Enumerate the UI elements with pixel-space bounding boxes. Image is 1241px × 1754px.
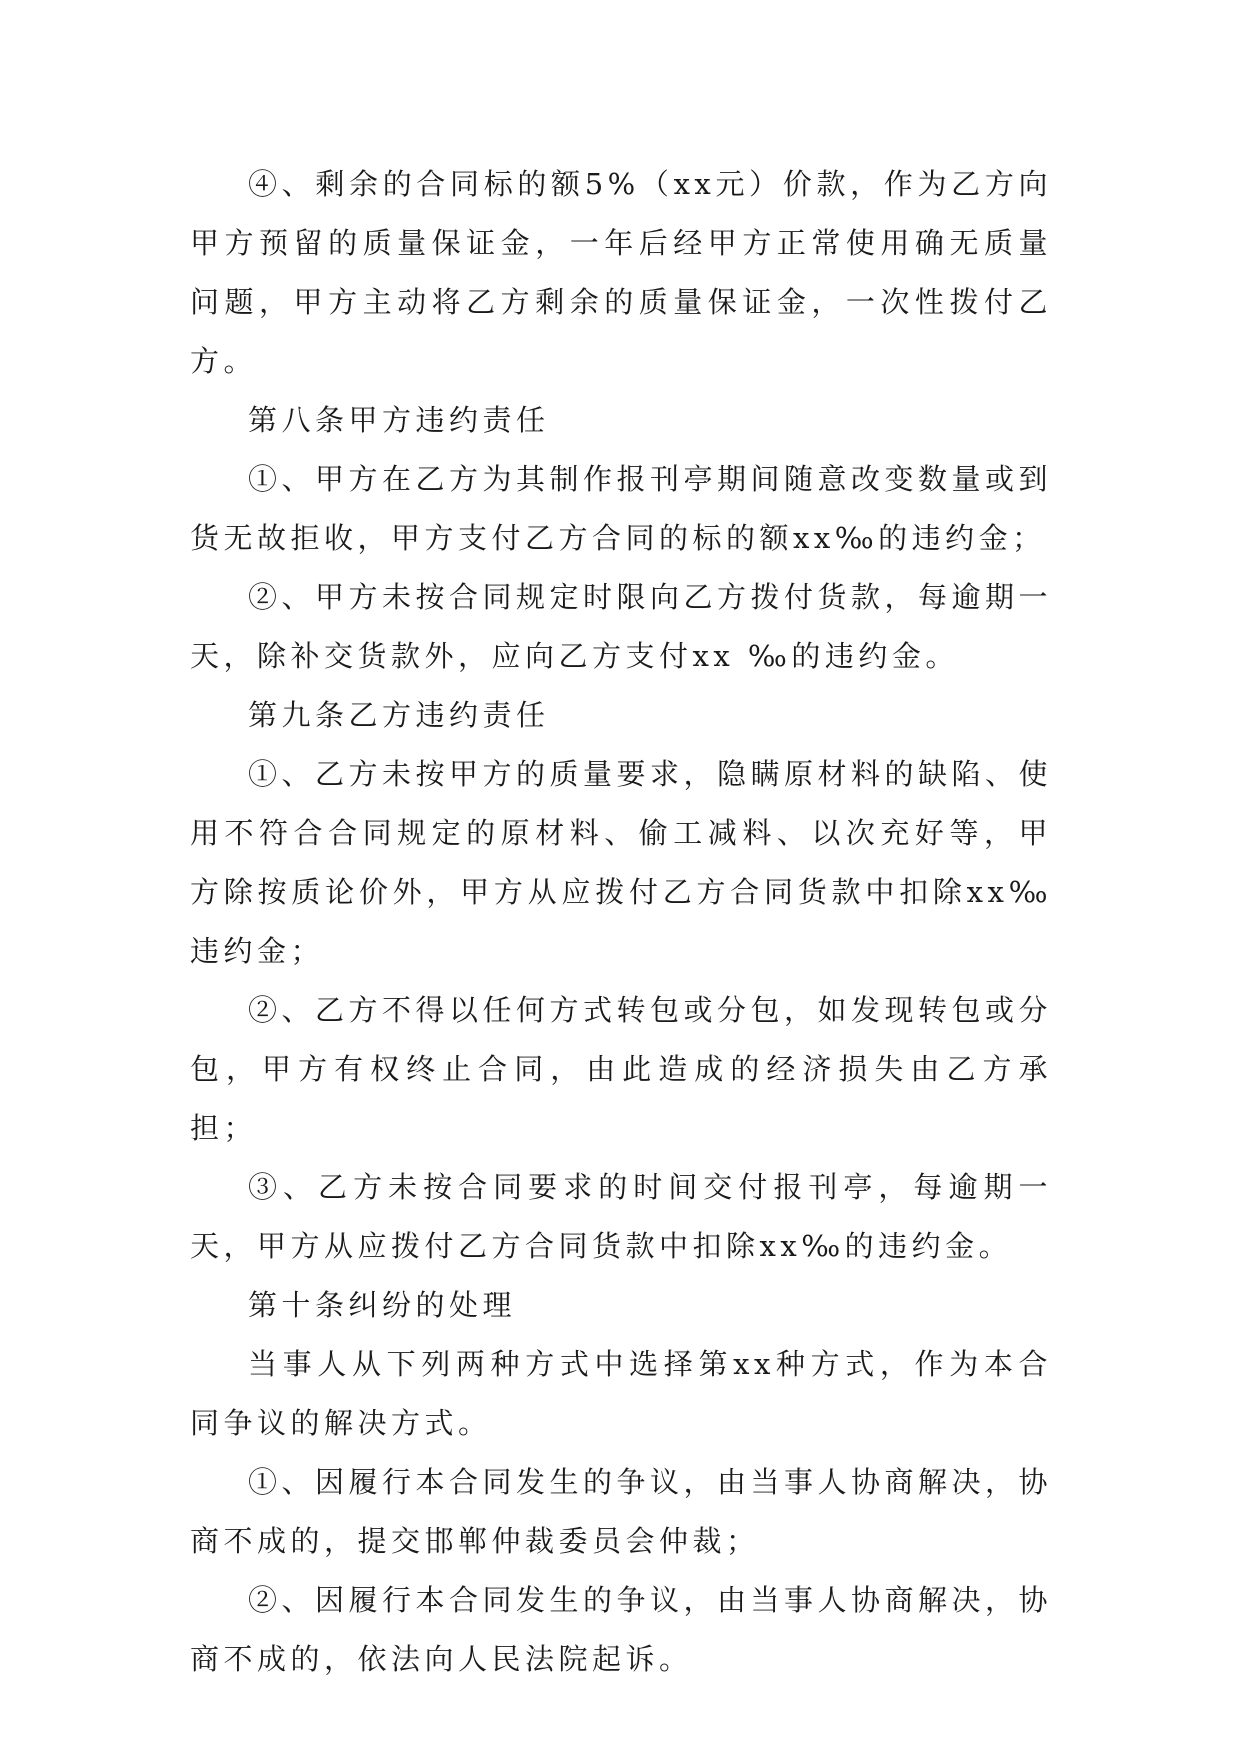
paragraph-dispute-intro: 当事人从下列两种方式中选择第xx种方式，作为本合同争议的解决方式。 [190, 1347, 1052, 1440]
paragraph-quality-deposit: ④、剩余的合同标的额5%（xx元）价款，作为乙方向甲方预留的质量保证金，一年后经甲方正常使用确无质量问题，甲方主动将乙方剩余的质量保证金，一次性拨付乙方。 [190, 167, 1052, 378]
heading-article-10: 第十条纠纷的处理 [248, 1288, 517, 1322]
paragraph-party-b-breach-1: ①、乙方未按甲方的质量要求，隐瞒原材料的缺陷、使用不符合合同规定的原材料、偷工减料、以次充好等，甲方除按质论价外，甲方从应拨付乙方合同货款中扣除xx‰违约金； [190, 757, 1053, 968]
paragraph-dispute-option-1: ①、因履行本合同发生的争议，由当事人协商解决，协商不成的，提交邯郸仲裁委员会仲裁； [190, 1465, 1053, 1558]
heading-article-8: 第八条甲方违约责任 [248, 403, 550, 437]
document-body [190, 155, 1052, 1689]
paragraph-party-b-breach-2: ②、乙方不得以任何方式转包或分包，如发现转包或分包，甲方有权终止合同，由此造成的经济损失由乙方承担； [190, 993, 1053, 1145]
paragraph-dispute-option-2: ②、因履行本合同发生的争议，由当事人协商解决，协商不成的，依法向人民法院起诉。 [190, 1583, 1053, 1676]
heading-article-9: 第九条乙方违约责任 [248, 698, 550, 732]
paragraph-party-b-breach-3: ③、乙方未按合同要求的时间交付报刊亭，每逾期一天，甲方从应拨付乙方合同货款中扣除xx‰的违约金。 [190, 1170, 1052, 1263]
paragraph-party-a-breach-1: ①、甲方在乙方为其制作报刊亭期间随意改变数量或到货无故拒收，甲方支付乙方合同的标的额xx‰的违约金； [190, 462, 1053, 555]
paragraph-party-a-breach-2: ②、甲方未按合同规定时限向乙方拨付货款，每逾期一天，除补交货款外，应向乙方支付xx ‰的违约金。 [190, 580, 1053, 673]
